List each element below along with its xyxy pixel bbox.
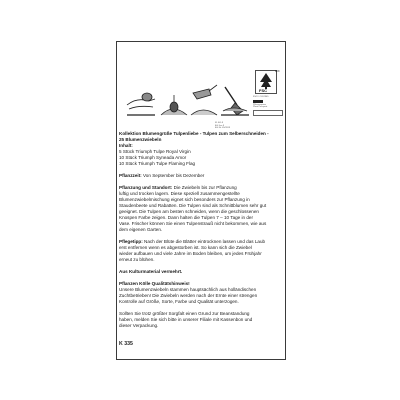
location-line: Staudenbeete und Rabatten. Die Tulpen sind als Schnittblumen sehr gut	[119, 203, 267, 208]
contents-item: 10 Stück Triumph Syneada Amor	[119, 155, 187, 160]
complaint-line: Sollten Sie trotz größter Sorgfalt einen Grund zur Beanstandung	[119, 311, 250, 316]
care-line: wieder aufbauen und viele Jahre im Boden bleiben, um jedes Frühjahr	[119, 251, 262, 256]
legal-line: EG Nr. 45/3313	[215, 127, 231, 130]
product-code: K 335	[119, 341, 133, 347]
location-label: Pflanzung und Standort:	[119, 185, 173, 190]
care-line: Pflegetipp: Nach der Blüte die Blätter eintrocknen lassen und das Laub	[119, 239, 266, 244]
contents-label: Inhalt:	[119, 143, 133, 148]
side-info-line: FSC® C012345	[253, 96, 269, 98]
location-line: Knospen Farbe zeigen. Dann halten die Tulpen 7 – 10 Tage in der	[119, 215, 253, 220]
care-line: erneut zu blühen.	[119, 257, 155, 262]
legal-line: EG 5ce 3	[215, 124, 225, 127]
quality-line: Unsere Blumenzwiebeln stammen hauptsächlich aus holländischen	[119, 287, 257, 292]
planting-time-label: Pflanzzeit:	[119, 173, 142, 178]
complaint-line: haben, melden Sie sich bitte in unserer Filiale mit Kassenbon und	[119, 317, 253, 322]
contents-item: 10 Stück Triumph Tulpe Flaming Flag	[119, 161, 196, 166]
location-line: Pflanzung und Standort: Die Zwiebeln bis zur Pflanzung	[119, 185, 237, 190]
side-info-line: Plant Passport	[253, 106, 268, 109]
label-text	[119, 131, 283, 329]
location-line: Vase. Frischer können Sie einen Tulpenstrauß nicht bekommen, wie aus	[119, 221, 267, 226]
planting-time-value: Von September bis Dezember	[143, 173, 205, 178]
complaint-line: dieser Verpackung.	[119, 323, 159, 328]
contents-item: 5 Stück Triumph Tulpe Royal Virgin	[119, 149, 191, 154]
product-count: 25 Blumenzwiebeln	[119, 137, 162, 142]
quality-label: Pflanzen Kölle Qualitätshinweis!	[119, 281, 190, 286]
side-info-line: Pflanzenpass	[253, 103, 267, 106]
legal-line: Kl. EG II	[215, 122, 224, 124]
legal-block	[215, 122, 230, 130]
location-line: geeignet. Die Tulpen am besten schneiden, wenn die geschlossenen	[119, 209, 259, 214]
location-line: luftig und trocken lagern. Diese speziell zusammengestellte	[119, 191, 240, 196]
care-label: Pflegetipp:	[119, 239, 143, 244]
location-line: dem eigenen Garten.	[119, 227, 163, 232]
care-line: erst entfernen wenn es abgestorben ist. So kann sich die Zwiebel	[119, 245, 252, 250]
quality-line: Kontrolle auf Größe, Sorte, Farbe und Qualität unterzogen.	[119, 299, 239, 304]
location-line: Blumenzwiebelmischung eignet sich besonders zur Pflanzung in	[119, 197, 250, 202]
planting-steps-illustration	[125, 75, 249, 123]
origin-note: Aus Kulturmaterial vermehrt.	[119, 269, 183, 274]
side-info-bar	[253, 100, 263, 103]
quality-line: Zuchtbetrieben! Die Zwiebeln werden nach der Ernte einer strengen	[119, 293, 258, 298]
product-title: Kollektion Blumengrüße Tulpenliebe - Tulpen zum Selberschneiden -	[119, 131, 269, 136]
fsc-label: FSC	[259, 88, 267, 93]
side-info	[253, 96, 283, 116]
fsc-small: MIX	[275, 70, 280, 73]
side-info-box	[253, 110, 283, 116]
